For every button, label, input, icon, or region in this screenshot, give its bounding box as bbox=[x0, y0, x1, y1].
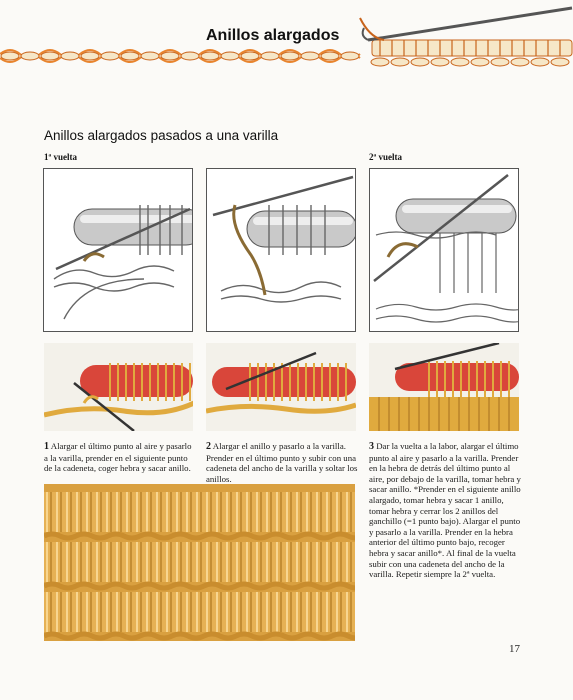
step-text: Alargar el último punto al aire y pasarlo a la varilla, prender en el siguiente punto de la cadeneta, coger hebra y sacar anillo. bbox=[44, 441, 192, 474]
round-label-second: 2ª vuelta bbox=[369, 152, 402, 162]
step-caption-1 bbox=[44, 441, 194, 474]
step-text: Alargar el anillo y pasarlo a la varilla. Prender en el último punto y subir con una cadeneta del ancho de la varilla y soltar los anillos. bbox=[206, 441, 358, 484]
round-label-first: 1ª vuelta bbox=[44, 152, 77, 162]
diagram-step-1 bbox=[43, 168, 193, 332]
finished-swatch-photo bbox=[44, 484, 355, 641]
section-title: Anillos alargados pasados a una varilla bbox=[44, 128, 279, 143]
step-number: 2 bbox=[206, 441, 211, 452]
crochet-photo bbox=[44, 343, 193, 431]
crochet-photo bbox=[206, 343, 356, 431]
diagram-step-2 bbox=[206, 168, 356, 332]
step-number: 1 bbox=[44, 441, 49, 452]
page-number: 17 bbox=[509, 643, 520, 655]
step-caption-2 bbox=[206, 441, 358, 484]
rod-illustration bbox=[44, 169, 192, 331]
page-header bbox=[0, 0, 573, 80]
diagram-step-3 bbox=[369, 168, 519, 332]
photo-step-1 bbox=[44, 343, 193, 431]
page-header-title: Anillos alargados bbox=[206, 27, 340, 44]
rod-illustration bbox=[207, 169, 355, 331]
step-text: Dar la vuelta a la labor, alargar el último punto al aire y pasarlo a la varilla. Prender en la hebra de detrás del último punto al aire, por debajo de la varilla, tomar hebra y sacar anillo. *Prender en el siguiente anillo alargado, tomar hebra y sacar 1 anillo, tomar hebra y cerrar los 2 anillos del ganchillo (=1 punto bajo). Alargar el punto y pasarlo a la varilla. Prender en la hebra anterior del último punto bajo, recoger hebra y sacar anillo*. Al final de la vuelta subir con una cadeneta del ancho de la varilla. Repetir siempre la 2ª vuelta. bbox=[369, 441, 521, 580]
photo-step-2 bbox=[206, 343, 356, 431]
step-number: 3 bbox=[369, 441, 374, 452]
step-caption-3 bbox=[369, 441, 521, 580]
crochet-photo bbox=[369, 343, 519, 431]
crochet-swatch bbox=[44, 484, 355, 641]
photo-step-3 bbox=[369, 343, 519, 431]
rod-illustration bbox=[370, 169, 518, 331]
